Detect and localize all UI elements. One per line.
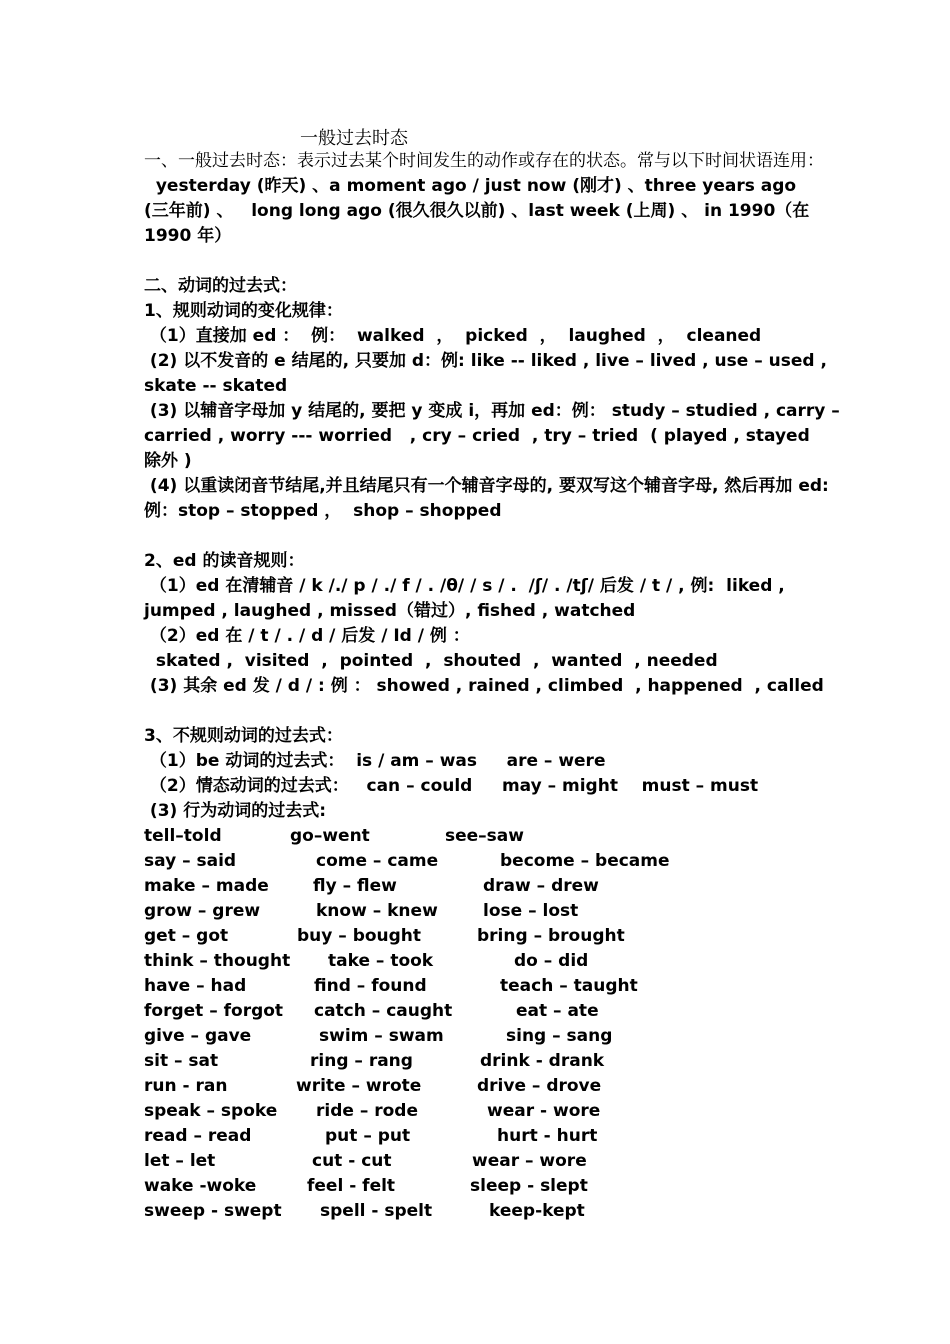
irregular-action: (3) 行为动词的过去式: [144,801,327,821]
verb-pair: wear – wore [472,1151,587,1171]
rule-1-2-cont: skate -- skated [144,376,288,396]
pronunciation-1-cont: jumped , laughed , missed（错过）, fished , watched [144,601,636,621]
rule-1-4: (4) 以重读闭音节结尾,并且结尾只有一个辅音字母的, 要双写这个辅音字母, 然后再加 ed: [144,476,829,496]
rule-1-1: （1）直接加 ed ： 例： walked ， picked ， laughed ， cleaned [144,326,762,346]
verb-pair: come – came [316,851,439,871]
verb-pair: think – thought [144,951,291,971]
intro-line-2: yesterday (昨天) 、a moment ago / just now (刚才) 、three years ago [144,176,797,196]
verb-pair: sleep - slept [470,1176,588,1196]
verb-pair: cut - cut [312,1151,392,1171]
verb-pair: find – found [314,976,427,996]
verb-pair: sweep - swept [144,1201,282,1221]
intro-line-4: 1990 年） [144,226,232,246]
verb-pair: drive – drove [477,1076,602,1096]
verb-pair: let – let [144,1151,216,1171]
verb-pair: see–saw [445,826,524,846]
verb-pair: make – made [144,876,269,896]
rule-1-3: (3) 以辅音字母加 y 结尾的, 要把 y 变成 i，再加 ed：例： study – studied , carry – [144,401,840,421]
intro-line-3: (三年前) 、 long long ago (很久很久以前) 、last week (上周) 、 in 1990（在 [144,201,810,221]
pronunciation-2: （2）ed 在 / t / . / d / 后发 / Id / 例 ： [144,626,470,646]
verb-pair: grow – grew [144,901,261,921]
pronunciation-1: （1）ed 在清辅音 / k /./ p / ./ f / . /θ/ / s / . /ʃ/ . /tʃ/ 后发 / t / , 例: liked , [144,576,785,596]
page-title: 一般过去时态 [300,128,408,149]
verb-pair: write – wrote [296,1076,422,1096]
verb-pair: sit – sat [144,1051,219,1071]
verb-pair: know – knew [316,901,438,921]
verb-pair: sing – sang [506,1026,613,1046]
verb-pair: buy – bought [297,926,422,946]
verb-pair: have – had [144,976,247,996]
verb-pair: run - ran [144,1076,228,1096]
verb-pair: lose – lost [483,901,579,921]
verb-pair: get – got [144,926,229,946]
verb-pair: eat – ate [516,1001,599,1021]
verb-pair: give – gave [144,1026,252,1046]
verb-pair: teach – taught [500,976,638,996]
rule-1-3-cont: carried , worry --- worried , cry – cried , try – tried ( played , stayed [144,426,810,446]
verb-pair: become – became [500,851,670,871]
irregular-heading: 3、不规则动词的过去式： [144,726,343,746]
verb-pair: take – took [328,951,434,971]
rule-1-3-cont2: 除外 ) [144,451,192,471]
verb-pair: speak – spoke [144,1101,278,1121]
verb-pair: drink - drank [480,1051,605,1071]
irregular-be: （1）be 动词的过去式： is / am – was are – were [144,751,606,771]
verb-pair: ring – rang [310,1051,413,1071]
verb-pair: read – read [144,1126,252,1146]
verb-pair: catch – caught [314,1001,453,1021]
verb-pair: draw – drew [483,876,599,896]
verb-pair: wear - wore [487,1101,601,1121]
pronunciation-2-cont: skated , visited , pointed , shouted , wanted , needed [144,651,718,671]
verb-pair: fly – flew [313,876,397,896]
rule-1-4-cont: 例：stop – stopped ， shop – shopped [144,501,502,521]
verb-pair: forget – forgot [144,1001,284,1021]
pronunciation-3: (3) 其余 ed 发 / d / : 例 ： showed , rained , climbed , happened , called [144,676,824,696]
verb-pair: swim – swam [319,1026,444,1046]
pronunciation-heading: 2、ed 的读音规则： [144,551,305,571]
verb-pair: put – put [325,1126,411,1146]
verb-pair: keep-kept [489,1201,585,1221]
verb-pair: ride – rode [316,1101,419,1121]
verb-pair: do – did [514,951,589,971]
verb-pair: bring – brought [477,926,625,946]
verb-pair: wake -woke [144,1176,257,1196]
rule-1-2: (2) 以不发音的 e 结尾的, 只要加 d：例: like -- liked , live – lived , use – used , [144,351,827,371]
rule-1-heading: 1、规则动词的变化规律： [144,301,343,321]
verb-pair: hurt - hurt [497,1126,598,1146]
irregular-modal: （2）情态动词的过去式： can – could may – might must – must [144,776,759,796]
section-2-heading: 二、动词的过去式： [144,276,297,296]
verb-pair: feel - felt [307,1176,396,1196]
verb-pair: tell–told [144,826,222,846]
verb-pair: go–went [290,826,370,846]
verb-pair: say – said [144,851,237,871]
intro-line-1: 一、一般过去时态：表示过去某个时间发生的动作或存在的状态。常与以下时间状语连用： [144,151,824,171]
verb-pair: spell - spelt [320,1201,433,1221]
